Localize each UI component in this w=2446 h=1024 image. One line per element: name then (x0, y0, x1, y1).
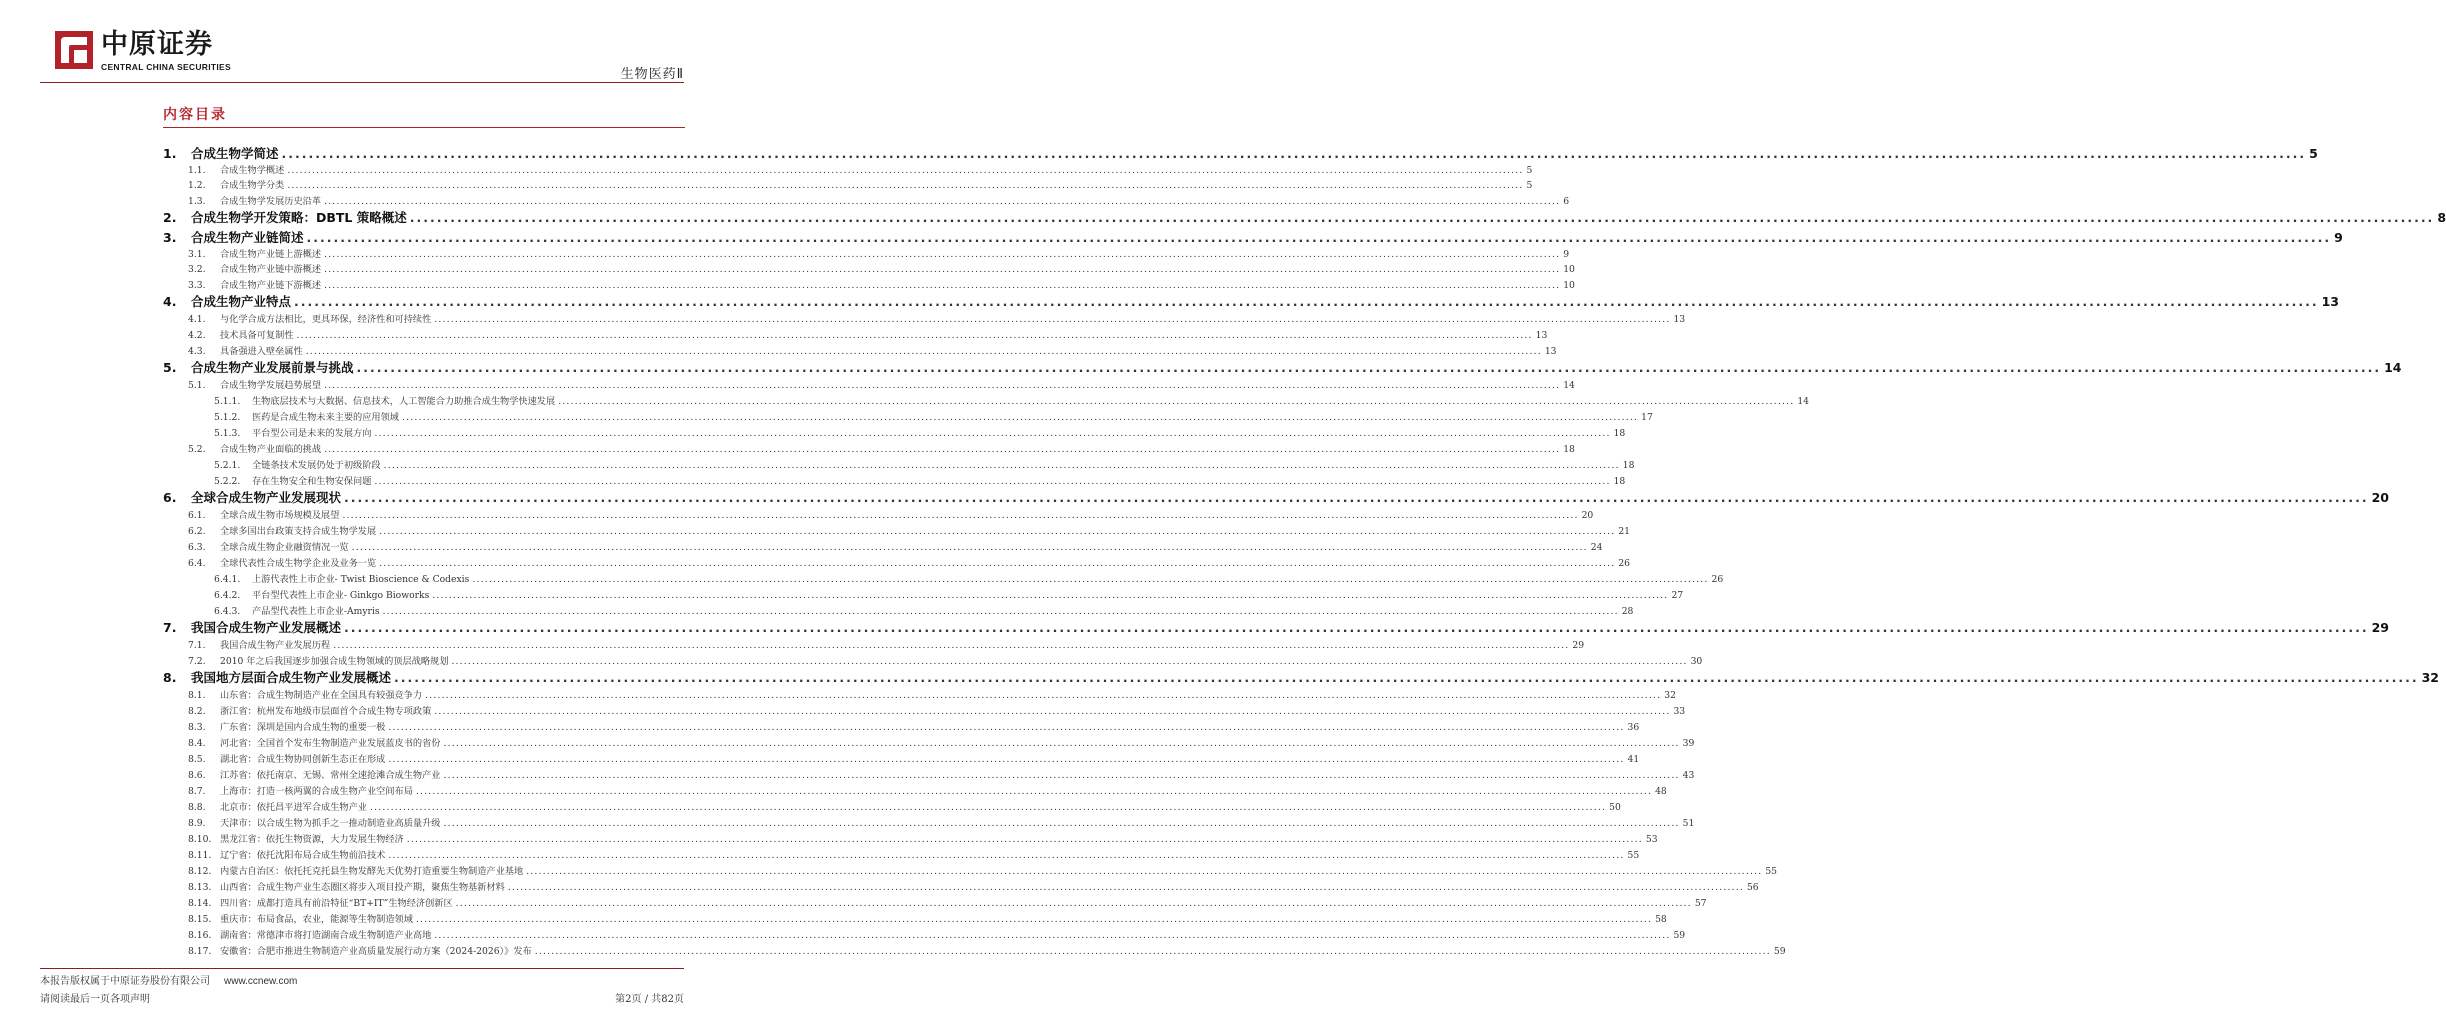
toc-entry-title: 湖北省：合成生物协同创新生态正在形成 (220, 754, 386, 765)
toc-entry-level2[interactable] (188, 277, 1575, 291)
toc-entry-leader: ............................................................................................................................................................................................................................................................................................................ (383, 460, 1620, 471)
toc-entry-title: 山西省：合成生物产业生态圈区将步入项目投产期，聚焦生物基新材料 (220, 882, 505, 893)
toc-entry-number: 6.4.2. (214, 590, 241, 601)
toc-entry-page: 30 (1690, 656, 1703, 667)
toc-entry-number: 5.1. (188, 380, 206, 391)
toc-entry-number: 2. (163, 210, 177, 225)
toc-entry-level2[interactable] (188, 815, 1695, 829)
toc-entry-number: 6. (163, 490, 177, 505)
toc-entry-leader: ............................................................................................................................................................................................................................................................................................................ (296, 330, 1533, 341)
toc-entry-number: 8.14. (188, 898, 212, 909)
toc-entry-page: 43 (1682, 770, 1695, 781)
toc-entry-number: 4. (163, 294, 177, 309)
toc-entry-page: 29 (1572, 640, 1585, 651)
toc-entry-number: 8.11. (188, 850, 212, 861)
toc-entry-number: 7. (163, 620, 177, 635)
toc-entry-title: 与化学合成方法相比，更具环保，经济性和可持续性 (220, 314, 432, 325)
toc-entry-title: 辽宁省：依托沈阳布局合成生物前沿技术 (220, 850, 386, 861)
toc-entry-leader: ............................................................................................................................................................................................................................................................................................................ (382, 606, 1619, 617)
toc-entry-number: 7.2. (188, 656, 206, 667)
toc-entry-page: 51 (1682, 818, 1695, 829)
toc-entry-number: 5. (163, 360, 177, 375)
toc-entry-number: 5.1.3. (214, 428, 241, 439)
toc-entry-page: 9 (1563, 249, 1570, 260)
toc-entry-title: 技术具备可复制性 (220, 330, 294, 341)
toc-entry-page: 14 (2384, 360, 2402, 375)
toc-entry-leader: ............................................................................................................................................................................................................................................................................................................ (472, 574, 1709, 585)
toc-entry-leader: ............................................................................................................................................................................................................................................................................................................ (534, 946, 1771, 957)
toc-entry-number: 4.2. (188, 330, 206, 341)
toc-entry-level2[interactable] (188, 327, 1548, 341)
toc-entry-title: 北京市：依托昌平进军合成生物产业 (220, 802, 367, 813)
toc-entry-number: 8.12. (188, 866, 212, 877)
page-header (0, 0, 724, 82)
toc-entry-level2[interactable] (188, 911, 1667, 925)
toc-entry-title: 生物底层技术与大数据、信息技术，人工智能合力助推合成生物学快速发展 (252, 396, 556, 407)
toc-entry-page: 20 (1581, 510, 1594, 521)
toc-entry-page: 41 (1627, 754, 1640, 765)
toc-entry-level2[interactable] (188, 719, 1640, 733)
toc-heading: 内容目录 (163, 107, 227, 123)
toc-entry-number: 8.1. (188, 690, 206, 701)
toc-entry-number: 1.1. (188, 165, 206, 176)
toc-entry-page: 10 (1563, 264, 1575, 275)
toc-entry-level2[interactable] (188, 831, 1658, 845)
toc-entry-number: 8.9. (188, 818, 206, 829)
toc-entry-page: 18 (1613, 476, 1626, 487)
toc-entry-page: 56 (1746, 882, 1759, 893)
toc-entry-level2[interactable] (188, 863, 1778, 877)
toc-entry-title: 山东省：合成生物制造产业在全国具有较强竞争力 (220, 690, 423, 701)
toc-entry-leader: ............................................................................................................................................................................................................................................................................................................ (434, 314, 1671, 325)
toc-entry-title: 合成生物产业链下游概述 (220, 280, 322, 291)
toc-entry-page: 58 (1655, 914, 1667, 925)
toc-entry-number: 6.4.1. (214, 574, 241, 585)
toc-entry-leader: ............................................................................................................................................................................................................................................................................................................ (434, 706, 1671, 717)
toc-entry-number: 8.13. (188, 882, 212, 893)
toc-entry-title: 内蒙古自治区：依托托克托县生物发酵先天优势打造重要生物制造产业基地 (220, 866, 524, 877)
logo-text-en: CENTRAL CHINA SECURITIES (101, 62, 231, 72)
footer-copyright-line (40, 972, 297, 987)
toc-entry-title: 合成生物学开发策略：DBTL 策略概述 (191, 210, 407, 225)
toc-entry-leader: ............................................................................................................................................................................................................................................................................................................ (425, 690, 1662, 701)
toc-entry-leader: ............................................................................................................................................................................................................................................................................................................ (379, 526, 1616, 537)
toc-entry-level3[interactable] (214, 571, 1724, 585)
toc-entry-title: 平台型代表性上市企业- Ginkgo Bioworks (252, 590, 430, 601)
toc-entry-title: 上海市：打造一核两翼的合成生物产业空间布局 (220, 786, 413, 797)
toc-entry-number: 6.3. (188, 542, 206, 553)
toc-entry-leader: ............................................................................................................................................................................................................................................................................................................ (443, 738, 1680, 749)
toc-entry-page: 29 (2371, 620, 2389, 635)
toc-entry-number: 8.7. (188, 786, 206, 797)
toc-entry-leader: ............................................................................................................................................................................................................................................................................................................ (356, 360, 2382, 375)
toc-entry-title: 医药是合成生物未来主要的应用领域 (252, 412, 399, 423)
toc-entry-title: 2010 年之后我国逐步加强合成生物领域的顶层战略规划 (220, 656, 449, 667)
toc-entry-page: 59 (1773, 946, 1786, 957)
toc-entry-leader: ............................................................................................................................................................................................................................................................................................................ (402, 412, 1639, 423)
toc-entry-leader: ............................................................................................................................................................................................................................................................................................................ (406, 834, 1643, 845)
toc-entry-title: 河北省：全国首个发布生物制造产业发展蓝皮书的省份 (220, 738, 441, 749)
toc-entry-page: 59 (1673, 930, 1686, 941)
toc-entry-number: 3.3. (188, 280, 206, 291)
toc-entry-page: 17 (1641, 412, 1653, 423)
toc-entry-level2[interactable] (188, 343, 1557, 357)
toc-entry-page: 13 (1544, 346, 1557, 357)
toc-entry-level2[interactable] (188, 735, 1695, 749)
toc-entry-number: 5.1.2. (214, 412, 241, 423)
toc-entry-level3[interactable] (214, 603, 1634, 617)
toc-entry-leader: ............................................................................................................................................................................................................................................................................................................ (324, 280, 1561, 291)
toc-entry-leader: ............................................................................................................................................................................................................................................................................................................ (324, 444, 1561, 455)
toc-entry-number: 8. (163, 670, 177, 685)
toc-entry-level1[interactable] (163, 292, 2339, 310)
toc-entry-level2[interactable] (188, 703, 1686, 717)
toc-entry-title: 全链条技术发展仍处于初级阶段 (252, 460, 381, 471)
toc-entry-number: 3. (163, 230, 177, 245)
toc-entry-page: 48 (1655, 786, 1667, 797)
toc-entry-number: 6.4. (188, 558, 206, 569)
toc-entry-page: 13 (2321, 294, 2339, 309)
toc-entry-page: 14 (1563, 380, 1575, 391)
toc-entry-page: 5 (1526, 180, 1533, 191)
toc-entry-level3[interactable] (214, 457, 1635, 471)
toc-entry-title: 合成生物学发展历史沿革 (220, 196, 322, 207)
toc-entry-title: 安徽省：合肥市推进生物制造产业高质量发展行动方案（2024-2026）》发布 (220, 946, 532, 957)
toc-entry-number: 5.2.2. (214, 476, 241, 487)
toc-entry-page: 10 (1563, 280, 1575, 291)
toc-entry-title: 合成生物学分类 (220, 180, 285, 191)
toc-entry-number: 8.8. (188, 802, 206, 813)
logo-icon (55, 31, 93, 69)
toc-entry-leader: ............................................................................................................................................................................................................................................................................................................ (507, 882, 1744, 893)
toc-entry-level2[interactable] (188, 895, 1707, 909)
footer-notice: 请阅读最后一页各项声明 (40, 994, 150, 1005)
toc-entry-leader: ............................................................................................................................................................................................................................................................................................................ (409, 210, 2435, 225)
toc-entry-number: 8.2. (188, 706, 206, 717)
toc-heading-divider (163, 127, 685, 128)
header-divider (40, 82, 684, 83)
toc-entry-leader: ............................................................................................................................................................................................................................................................................................................ (344, 490, 2369, 505)
toc-entry-page: 21 (1618, 526, 1631, 537)
toc-entry-page: 32 (1664, 690, 1676, 701)
toc-entry-title: 合成生物产业链上游概述 (220, 249, 322, 260)
toc-entry-leader: ............................................................................................................................................................................................................................................................................................................ (434, 930, 1671, 941)
toc-entry-level1[interactable] (163, 228, 2343, 246)
toc-entry-leader: ............................................................................................................................................................................................................................................................................................................ (451, 656, 1688, 667)
toc-entry-number: 6.4.3. (214, 606, 241, 617)
toc-entry-level2[interactable] (188, 637, 1585, 651)
toc-entry-page: 18 (1613, 428, 1626, 439)
sector-label: 生物医药Ⅱ (620, 67, 684, 82)
toc-entry-title: 合成生物产业特点 (191, 294, 292, 309)
toc-entry-title: 具备强进入壁垒属性 (220, 346, 303, 357)
toc-entry-page: 39 (1682, 738, 1695, 749)
toc-entry-number: 1.2. (188, 180, 206, 191)
toc-entry-leader: ............................................................................................................................................................................................................................................................................................................ (526, 866, 1763, 877)
toc-entry-level2[interactable] (188, 799, 1621, 813)
toc-entry-level1[interactable] (163, 618, 2389, 636)
toc-entry-level3[interactable] (214, 409, 1653, 423)
toc-entry-number: 8.17. (188, 946, 212, 957)
toc-entry-title: 天津市：以合成生物为抓手之一推动制造业高质量升级 (220, 818, 441, 829)
toc-entry-leader: ............................................................................................................................................................................................................................................................................................................ (324, 196, 1561, 207)
toc-entry-level2[interactable] (188, 507, 1594, 521)
toc-entry-leader: ............................................................................................................................................................................................................................................................................................................ (374, 476, 1611, 487)
toc-entry-number: 5.2. (188, 444, 206, 455)
toc-entry-level2[interactable] (188, 193, 1570, 207)
toc-entry-title: 合成生物学简述 (191, 146, 279, 161)
toc-entry-leader: ............................................................................................................................................................................................................................................................................................................ (324, 264, 1561, 275)
toc-entry-number: 8.6. (188, 770, 206, 781)
toc-entry-level2[interactable] (188, 943, 1786, 957)
toc-entry-level2[interactable] (188, 539, 1603, 553)
toc-entry-title: 我国合成生物产业发展历程 (220, 640, 331, 651)
toc-entry-leader: ............................................................................................................................................................................................................................................................................................................ (305, 346, 1542, 357)
toc-entry-title: 存在生物安全和生物安保问题 (252, 476, 372, 487)
toc-entry-number: 5.2.1. (214, 460, 241, 471)
toc-entry-leader: ............................................................................................................................................................................................................................................................................................................ (342, 510, 1579, 521)
toc-entry-title: 重庆市：布局食品，农业，能源等生物制造领域 (220, 914, 413, 925)
toc-entry-level2[interactable] (188, 687, 1676, 701)
toc-entry-page: 26 (1618, 558, 1631, 569)
toc-entry-page: 5 (2309, 146, 2318, 161)
toc-entry-page: 57 (1694, 898, 1707, 909)
toc-entry-page: 33 (1673, 706, 1686, 717)
toc-entry-title: 我国合成生物产业发展概述 (191, 620, 342, 635)
toc-entry-leader: ............................................................................................................................................................................................................................................................................................................ (455, 898, 1692, 909)
toc-entry-level2[interactable] (188, 927, 1686, 941)
toc-entry-level2[interactable] (188, 377, 1575, 391)
toc-entry-number: 3.1. (188, 249, 206, 260)
toc-entry-level3[interactable] (214, 473, 1626, 487)
toc-entry-leader: ............................................................................................................................................................................................................................................................................................................ (306, 230, 2332, 245)
toc-entry-title: 全球代表性合成生物学企业及业务一览 (220, 558, 377, 569)
toc-entry-number: 8.4. (188, 738, 206, 749)
toc-entry-level2[interactable] (188, 847, 1640, 861)
toc-entry-number: 4.3. (188, 346, 206, 357)
toc-entry-leader: ............................................................................................................................................................................................................................................................................................................ (388, 722, 1625, 733)
toc-entry-page: 50 (1609, 802, 1621, 813)
toc-entry-level2[interactable] (188, 653, 1703, 667)
toc-entry-level1[interactable] (163, 488, 2389, 506)
toc-entry-title: 合成生物学发展趋势展望 (220, 380, 322, 391)
toc-entry-level2[interactable] (188, 555, 1631, 569)
toc-entry-level2[interactable] (188, 751, 1640, 765)
toc-entry-number: 6.2. (188, 526, 206, 537)
toc-entry-level2[interactable] (188, 246, 1570, 260)
toc-entry-title: 产品型代表性上市企业-Amyris (252, 606, 380, 617)
toc-entry-page: 6 (1563, 196, 1570, 207)
toc-entry-number: 5.1.1. (214, 396, 241, 407)
toc-entry-title: 广东省：深圳是国内合成生物的重要一极 (220, 722, 386, 733)
toc-entry-level3[interactable] (214, 425, 1626, 439)
toc-entry-leader: ............................................................................................................................................................................................................................................................................................................ (351, 542, 1588, 553)
toc-entry-page: 55 (1765, 866, 1778, 877)
toc-entry-title: 合成生物产业链中游概述 (220, 264, 322, 275)
toc-entry-page: 9 (2334, 230, 2343, 245)
toc-entry-number: 8.15. (188, 914, 212, 925)
toc-entry-title: 全球合成生物企业融资情况一览 (220, 542, 349, 553)
toc-entry-number: 8.5. (188, 754, 206, 765)
toc-entry-page: 28 (1621, 606, 1634, 617)
toc-entry-number: 6.1. (188, 510, 206, 521)
toc-entry-number: 8.16. (188, 930, 212, 941)
toc-entry-title: 江苏省：依托南京、无锡、常州全速抢滩合成生物产业 (220, 770, 441, 781)
toc-entry-level2[interactable] (188, 162, 1533, 176)
toc-entry-leader: ............................................................................................................................................................................................................................................................................................................ (281, 146, 2307, 161)
toc-entry-leader: ............................................................................................................................................................................................................................................................................................................ (415, 914, 1653, 925)
footer-divider (40, 968, 684, 969)
footer-page-info: 第2页 / 共82页 (615, 994, 684, 1005)
toc-entry-title: 四川省：成都打造具有前沿特征“BT+IT”生物经济创新区 (220, 898, 453, 909)
toc-entry-level2[interactable] (188, 783, 1667, 797)
toc-entry-level2[interactable] (188, 441, 1575, 455)
toc-entry-number: 1.3. (188, 196, 206, 207)
toc-entry-leader: ............................................................................................................................................................................................................................................................................................................ (443, 818, 1680, 829)
toc-entry-page: 8 (2437, 210, 2446, 225)
toc-entry-level1[interactable] (163, 668, 2439, 686)
toc-entry-number: 3.2. (188, 264, 206, 275)
toc-entry-title: 全球多国出台政策支持合成生物学发展 (220, 526, 377, 537)
toc-entry-leader: ............................................................................................................................................................................................................................................................................................................ (370, 802, 1607, 813)
footer-url[interactable]: www.ccnew.com (224, 976, 298, 987)
toc-entry-title: 合成生物产业发展前景与挑战 (191, 360, 354, 375)
toc-entry-page: 18 (1563, 444, 1575, 455)
toc-entry-level2[interactable] (188, 177, 1533, 191)
toc-entry-leader: ............................................................................................................................................................................................................................................................................................................ (388, 850, 1625, 861)
toc-entry-title: 合成生物学概述 (220, 165, 285, 176)
toc-entry-page: 13 (1535, 330, 1548, 341)
toc-entry-level3[interactable] (214, 393, 1810, 407)
toc-entry-title: 浙江省：杭州发布地级市层面首个合成生物专项政策 (220, 706, 432, 717)
toc-entry-page: 14 (1797, 396, 1810, 407)
toc-entry-page: 55 (1627, 850, 1640, 861)
toc-entry-page: 26 (1711, 574, 1724, 585)
toc-entry-page: 20 (2371, 490, 2389, 505)
toc-entry-leader: ............................................................................................................................................................................................................................................................................................................ (294, 294, 2319, 309)
toc-entry-leader: ............................................................................................................................................................................................................................................................................................................ (443, 770, 1680, 781)
toc-entry-level3[interactable] (214, 587, 1684, 601)
toc-entry-level1[interactable] (163, 358, 2402, 376)
toc-entry-title: 平台型公司是未来的发展方向 (252, 428, 372, 439)
toc-entry-page: 53 (1645, 834, 1658, 845)
toc-entry-level1[interactable] (163, 208, 2446, 226)
toc-entry-title: 全球合成生物市场规模及展望 (220, 510, 340, 521)
toc-entry-page: 13 (1673, 314, 1686, 325)
toc-entry-title: 湖南省：常德津市将打造湖南合成生物制造产业高地 (220, 930, 432, 941)
footer-copyright: 本报告版权属于中原证券股份有限公司 (40, 976, 210, 987)
toc-entry-level2[interactable] (188, 311, 1686, 325)
toc-entry-level2[interactable] (188, 523, 1631, 537)
toc-entry-page: 27 (1671, 590, 1684, 601)
toc-entry-leader: ............................................................................................................................................................................................................................................................................................................ (394, 670, 2419, 685)
toc-entry-leader: ............................................................................................................................................................................................................................................................................................................ (333, 640, 1570, 651)
toc-entry-page: 18 (1622, 460, 1635, 471)
toc-entry-page: 32 (2421, 670, 2439, 685)
toc-entry-leader: ............................................................................................................................................................................................................................................................................................................ (287, 165, 1524, 176)
toc-entry-level2[interactable] (188, 767, 1695, 781)
toc-entry-leader: ............................................................................................................................................................................................................................................................................................................ (324, 249, 1561, 260)
toc-entry-leader: ............................................................................................................................................................................................................................................................................................................ (388, 754, 1625, 765)
logo-text-cn: 中原证券 (101, 29, 213, 60)
toc-entry-title: 上游代表性上市企业- Twist Bioscience & Codexis (252, 574, 470, 585)
toc-entry-level2[interactable] (188, 879, 1759, 893)
toc-entry-page: 5 (1526, 165, 1533, 176)
toc-entry-leader: ............................................................................................................................................................................................................................................................................................................ (432, 590, 1669, 601)
toc-entry-number: 1. (163, 146, 177, 161)
toc-entry-title: 我国地方层面合成生物产业发展概述 (191, 670, 392, 685)
toc-entry-level2[interactable] (188, 261, 1575, 275)
toc-entry-page: 24 (1590, 542, 1603, 553)
toc-entry-leader: ............................................................................................................................................................................................................................................................................................................ (324, 380, 1561, 391)
toc-entry-title: 黑龙江省：依托生物资源，大力发展生物经济 (220, 834, 404, 845)
toc-entry-leader: ............................................................................................................................................................................................................................................................................................................ (558, 396, 1795, 407)
toc-entry-number: 4.1. (188, 314, 206, 325)
toc-entry-leader: ............................................................................................................................................................................................................................................................................................................ (287, 180, 1524, 191)
toc-entry-number: 8.3. (188, 722, 206, 733)
toc-entry-title: 合成生物产业面临的挑战 (220, 444, 322, 455)
toc-entry-leader: ............................................................................................................................................................................................................................................................................................................ (379, 558, 1616, 569)
toc-entry-leader: ............................................................................................................................................................................................................................................................................................................ (374, 428, 1611, 439)
toc-entry-level1[interactable] (163, 144, 2318, 162)
toc-entry-title: 合成生物产业链简述 (191, 230, 304, 245)
toc-entry-page: 36 (1627, 722, 1640, 733)
toc-entry-title: 全球合成生物产业发展现状 (191, 490, 342, 505)
toc-entry-number: 8.10. (188, 834, 212, 845)
toc-entry-leader: ............................................................................................................................................................................................................................................................................................................ (415, 786, 1653, 797)
toc-entry-number: 7.1. (188, 640, 206, 651)
toc-entry-leader: ............................................................................................................................................................................................................................................................................................................ (344, 620, 2369, 635)
